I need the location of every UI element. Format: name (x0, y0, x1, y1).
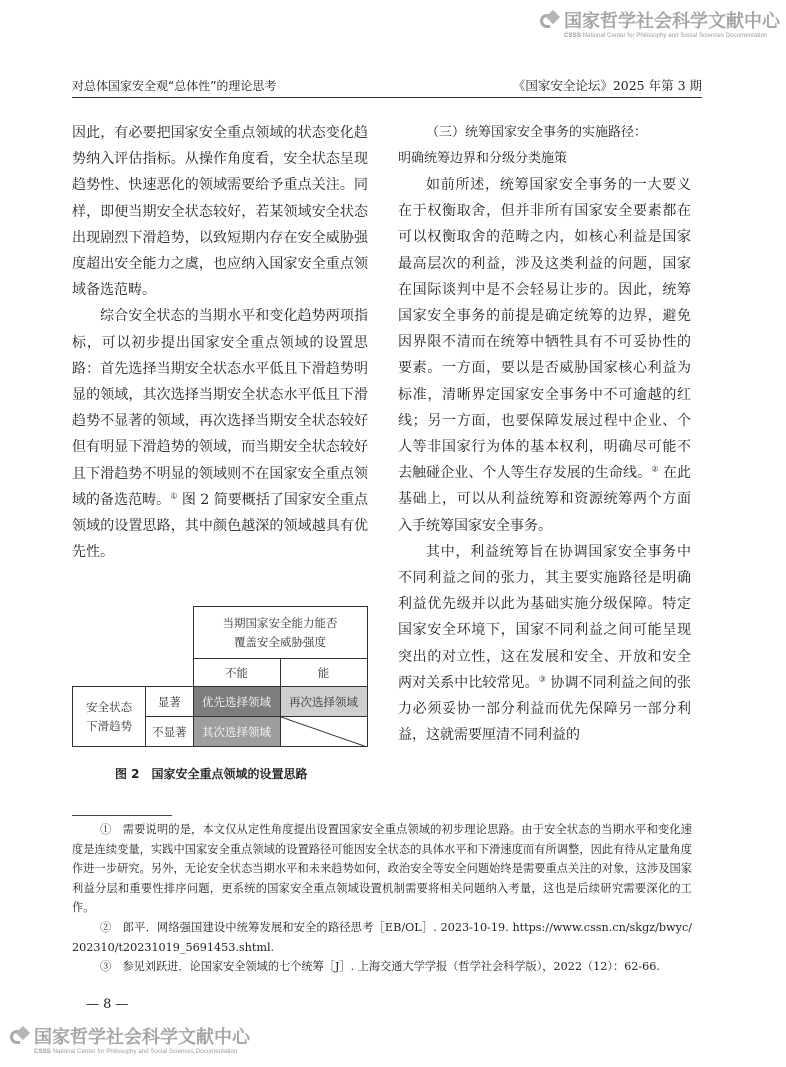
col-cannot: 不能 (193, 659, 280, 687)
footnotes (72, 820, 692, 977)
footnote-rule (72, 815, 172, 816)
left-column (72, 120, 368, 565)
running-header-right: 《国家安全论坛》2025 年第 3 期 (512, 78, 702, 93)
footnote-ref-1[interactable]: ① (170, 491, 178, 501)
watermark-prefix: CSSS (564, 32, 581, 39)
paragraph: 其中，利益统筹旨在协调国家安全事务中不同利益之间的张力，其主要实施路径是明确利益优先级并以此为基础实施分级保障。特定国家安全环境下，国家不同利益之间可能呈现突出的对立性，这在发展和安全、开放和安全两对关系中比较常见。③ 协调不同利益之间的张力必须妥协一部分利益而优先保障另一部分利益，这就需要厘清不同利益的 (398, 543, 692, 744)
section-heading: （三）统筹国家安全事务的实施路径： 明确统筹边界和分级分类施策 (398, 125, 648, 166)
column-header: 当期国家安全能力能否 (222, 615, 338, 630)
cnpssd-logo-icon (540, 12, 560, 32)
watermark-title: 国家哲学社会科学文献中心 (34, 1027, 250, 1048)
col-can: 能 (280, 659, 367, 687)
cell-third: 再次选择领域 (280, 687, 367, 717)
priority-matrix-table: 当期国家安全能力能否 覆盖安全威胁强度 不能 能 安全状态 下滑趋势 显著 优先选择领域 再次选择领域 不显著 其次选择领域 (72, 606, 368, 747)
header-rule (72, 97, 702, 98)
paragraph: 因此，有必要把国家安全重点领域的状态变化趋势纳入评估指标。从操作角度看，安全状态呈现趋势性、快速恶化的领域需要给予重点关注。同样，即便当期安全状态较好，若某领域安全状态出现剧烈下滑趋势，以致短期内存在安全威胁强度超出安全能力之虞，也应纳入国家安全重点领域备选范畴。 (72, 125, 368, 299)
paragraph: 如前所述，统筹国家安全事务的一大要义在于权衡取舍，但并非所有国家安全要素都在可以权衡取舍的范畴之内，如核心利益是国家最高层次的利益，涉及这类利益的问题，国家在国际谈判中是不会轻易让步的。因此，统筹国家安全事务的前提是确定统筹的边界，避免因界限不清而在统筹中牺牲具有不可妥协性的要素。一方面，要以是否威胁国家核心利益为标准，清晰界定国家安全事务中不可逾越的红线；另一方面，也要保障发展过程中企业、个人等非国家行为体的基本权利，明确尽可能不去触碰企业、个人等生存发展的生命线。② 在此基础上，可以从利益统筹和资源统筹两个方面入手统筹国家安全事务。 (398, 177, 692, 534)
paragraph: 综合安全状态的当期水平和变化趋势两项指标，可以初步提出国家安全重点领域的设置思路：首先选择当期安全状态水平低且下滑趋势明显的领域，其次选择当期安全状态水平低且下滑趋势不显著的领域，再次选择当期安全状态较好但有明显下滑趋势的领域，而当期安全状态较好且下滑趋势不明显的领域则不在国家安全重点领域的备选范畴。① 图 2 简要概括了国家安全重点领域的设置思路，其中颜色越深的领域越具有优先性。 (72, 308, 369, 561)
figure-2 (72, 606, 368, 747)
watermark-english: National Center for Philosophy and Social Sciences Documentation (52, 1048, 238, 1055)
page-number: — 8 — (86, 997, 129, 1012)
row-header: 安全状态 (86, 699, 133, 714)
watermark-prefix: CSSS (34, 1048, 51, 1055)
figure-caption: 图 2 国家安全重点领域的设置思路 (115, 767, 308, 781)
footnote-1: ① 需要说明的是，本文仅从定性角度提出设置国家安全重点领域的初步理论思路。由于安全状态的当期水平和变化速度是连续变量，实践中国家安全重点领域的设置路径可能因安全状态的具体水平和下滑速度而有所调整，因此有待从定量角度作进一步研究。另外，无论安全状态当期水平和未来趋势如何，政治安全等安全问题始终是需要重点关注的对象，这涉及国家利益分层和重要性排序问题，更系统的国家安全重点领域设置机制需要将相关问题纳入考量，这也是后续研究需要深化的工作。 (72, 823, 692, 915)
running-header-left: 对总体国家安全观“总体性”的理论思考 (72, 79, 277, 93)
watermark-logo-bottom (10, 1028, 250, 1056)
footnote-ref-2[interactable]: ② (651, 464, 659, 474)
watermark-logo-top (540, 12, 780, 40)
row-significant: 显著 (146, 687, 193, 717)
cnpssd-logo-icon (10, 1028, 30, 1048)
cell-excluded (280, 717, 367, 747)
diagonal-line-icon (281, 717, 367, 747)
cell-second: 其次选择领域 (193, 717, 280, 747)
watermark-english: National Center for Philosophy and Social Sciences Documentation (582, 32, 768, 39)
cell-priority: 优先选择领域 (193, 687, 280, 717)
footnote-3: ③ 参见刘跃进．论国家安全领域的七个统筹［J］. 上海交通大学学报（哲学社会科学版），2022（12）：62-66. (100, 960, 660, 974)
right-column (398, 120, 691, 748)
footnote-2: ② 郎平．网络强国建设中统筹发展和安全的路径思考［EB/OL］. 2023-10-19. https://www.cssn.cn/skgz/bwyc/202310/t20231019_5691453.shtml. (72, 920, 692, 954)
footnote-ref-3[interactable]: ③ (538, 674, 546, 684)
row-not-significant: 不显著 (146, 717, 193, 747)
watermark-title: 国家哲学社会科学文献中心 (564, 11, 780, 32)
